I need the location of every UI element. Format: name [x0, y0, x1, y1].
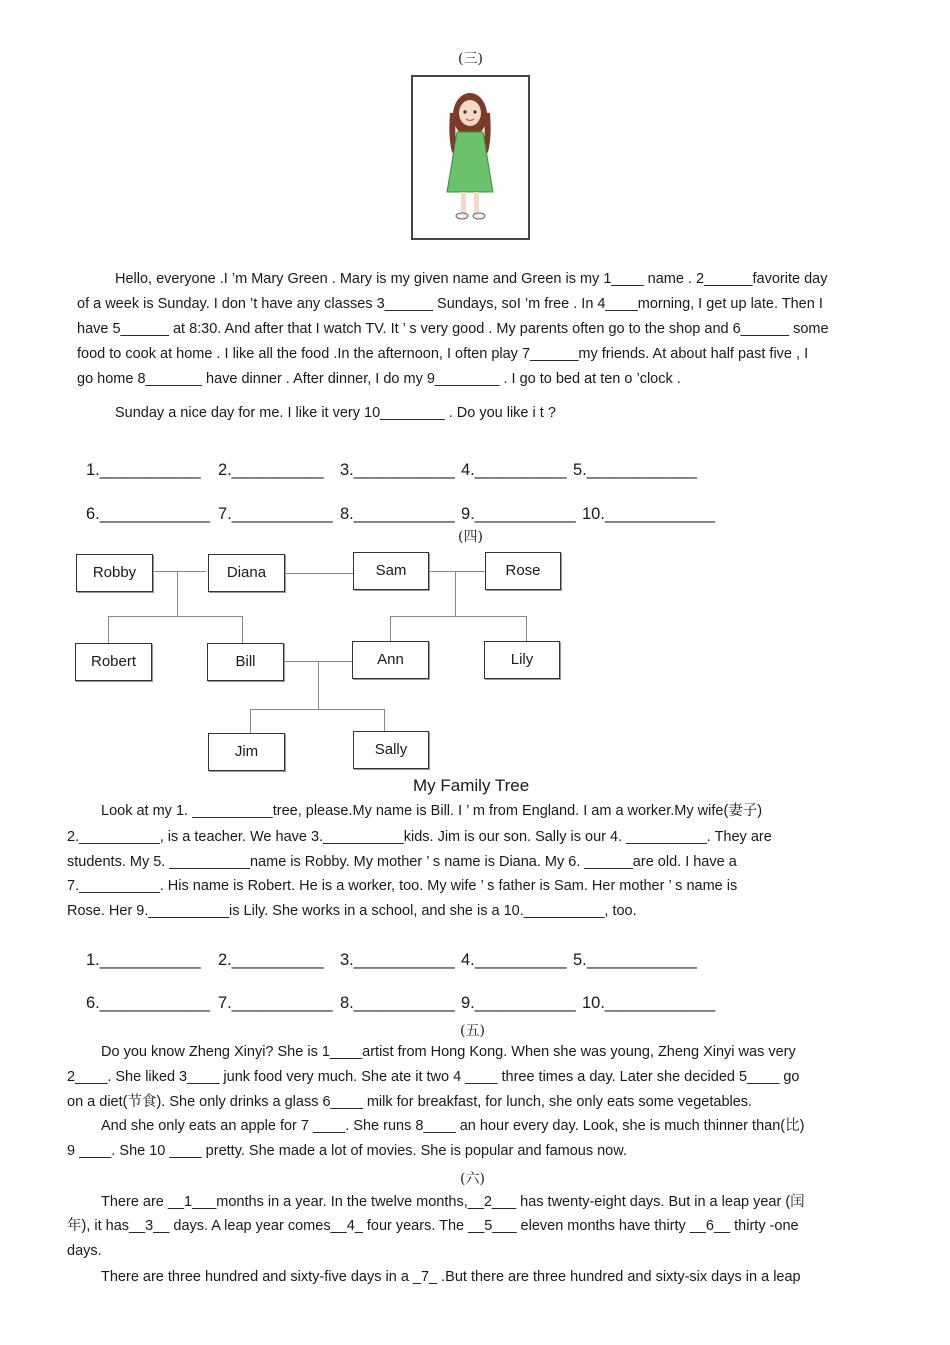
tree-connector: [318, 661, 319, 709]
tree-connector: [285, 573, 353, 574]
tree-connector: [153, 571, 206, 572]
s3-line-2: of a week is Sunday. I don ’t have any classes 3______ Sundays, soI ’m free . In 4____morning, I get up late. Then I: [77, 296, 823, 312]
girl-illustration: [411, 75, 530, 240]
tree-node-ann: Ann: [352, 641, 429, 679]
answer-blank[interactable]: 4.__________: [461, 951, 567, 969]
answer-blank[interactable]: 7.___________: [218, 994, 333, 1012]
answer-blank[interactable]: 8.___________: [340, 994, 455, 1012]
section-3-heading: (三): [458, 51, 483, 67]
s5-line-1: Do you know Zheng Xinyi? She is 1____artist from Hong Kong. When she was young, Zheng Xinyi was very: [101, 1044, 796, 1060]
answer-blank[interactable]: 6.____________: [86, 994, 210, 1012]
tree-node-rose: Rose: [485, 552, 561, 590]
s3-line-5: go home 8_______ have dinner . After dinner, I do my 9________ . I go to bed at ten o ’clock .: [77, 371, 681, 387]
answer-blank[interactable]: 2.__________: [218, 461, 324, 479]
tree-connector: [455, 571, 456, 616]
s3-line-1: Hello, everyone .I ’m Mary Green . Mary is my given name and Green is my 1____ name . 2______favorite day: [115, 271, 828, 287]
answer-blank[interactable]: 9.___________: [461, 505, 576, 523]
s3-line-4: food to cook at home . I like all the food .In the afternoon, I often play 7______my friends. At about half past five , I: [77, 346, 809, 362]
tree-connector: [108, 616, 109, 643]
answer-blank[interactable]: 1.___________: [86, 951, 201, 969]
s3-line-3: have 5______ at 8:30. And after that I watch TV. It ’ s very good . My parents often go to the shop and 6______ some: [77, 321, 829, 337]
answer-blank[interactable]: 6.____________: [86, 505, 210, 523]
s6-line-2: 年), it has__3__ days. A leap year comes__4_ four years. The __5___ eleven months have thirty __6__ thirty -one: [67, 1218, 799, 1234]
s4-line-4: 7.__________. His name is Robert. He is a worker, too. My wife ’ s father is Sam. Her mother ’ s name is: [67, 878, 738, 894]
s5-line-3: on a diet(节食). She only drinks a glass 6____ milk for breakfast, for lunch, she only eats some vegetables.: [67, 1094, 753, 1110]
tree-connector: [177, 571, 178, 616]
s4-line-3: students. My 5. __________name is Robby. My mother ’ s name is Diana. My 6. ______are old. I have a: [67, 854, 737, 870]
section-5-heading: (五): [460, 1023, 485, 1039]
tree-node-lily: Lily: [484, 641, 560, 679]
s6-line-3: days.: [67, 1243, 102, 1259]
s4-line-2: 2.__________, is a teacher. We have 3.__________kids. Jim is our son. Sally is our 4. __________. They are: [67, 829, 772, 845]
section-4-heading: (四): [458, 529, 483, 545]
tree-node-robert: Robert: [75, 643, 152, 681]
answer-blank[interactable]: 3.___________: [340, 461, 455, 479]
s5-line-5: 9 ____. She 10 ____ pretty. She made a lot of movies. She is popular and famous now.: [67, 1143, 627, 1159]
answer-blank[interactable]: 9.___________: [461, 994, 576, 1012]
answer-blank[interactable]: 7.___________: [218, 505, 333, 523]
answer-blank[interactable]: 3.___________: [340, 951, 455, 969]
answer-blank[interactable]: 8.___________: [340, 505, 455, 523]
section-6-heading: (六): [460, 1171, 485, 1187]
answer-blank[interactable]: 4.__________: [461, 461, 567, 479]
answer-blank[interactable]: 10.____________: [582, 505, 716, 523]
tree-node-bill: Bill: [207, 643, 284, 681]
answer-blank[interactable]: 5.____________: [573, 461, 697, 479]
s4-line-5: Rose. Her 9.__________is Lily. She works in a school, and she is a 10.__________, too.: [67, 903, 637, 919]
tree-node-sam: Sam: [353, 552, 429, 590]
s6-line-4: There are three hundred and sixty-five days in a _7_ .But there are three hundred and sixty-six days in a leap: [101, 1269, 801, 1285]
s6-line-1: There are __1___months in a year. In the twelve months,__2___ has twenty-eight days. But in a leap year (闰: [101, 1194, 805, 1210]
s5-line-4: And she only eats an apple for 7 ____. She runs 8____ an hour every day. Look, she is much thinner than(比): [101, 1118, 805, 1134]
tree-connector: [390, 616, 391, 641]
s5-line-2: 2____. She liked 3____ junk food very much. She ate it two 4 ____ three times a day. Later she decided 5____ go: [67, 1069, 800, 1085]
answer-blank[interactable]: 2.__________: [218, 951, 324, 969]
tree-node-robby: Robby: [76, 554, 153, 592]
answer-blank[interactable]: 1.___________: [86, 461, 201, 479]
tree-node-sally: Sally: [353, 731, 429, 769]
family-tree-title: My Family Tree: [413, 776, 530, 795]
tree-node-jim: Jim: [208, 733, 285, 771]
answer-blank[interactable]: 10.____________: [582, 994, 716, 1012]
tree-connector: [250, 709, 251, 733]
tree-connector: [429, 571, 485, 572]
tree-connector: [242, 616, 243, 643]
tree-connector: [384, 709, 385, 731]
girl-figure-icon: [413, 77, 528, 238]
tree-node-diana: Diana: [208, 554, 285, 592]
tree-connector: [108, 616, 243, 617]
s3-line-6: Sunday a nice day for me. I like it very 10________ . Do you like i t ?: [115, 405, 556, 421]
tree-connector: [250, 709, 385, 710]
s4-line-1: Look at my 1. __________tree, please.My name is Bill. I ’ m from England. I am a worker.My wife(妻子): [101, 803, 763, 819]
answer-blank[interactable]: 5.____________: [573, 951, 697, 969]
tree-connector: [390, 616, 526, 617]
tree-connector: [526, 616, 527, 641]
